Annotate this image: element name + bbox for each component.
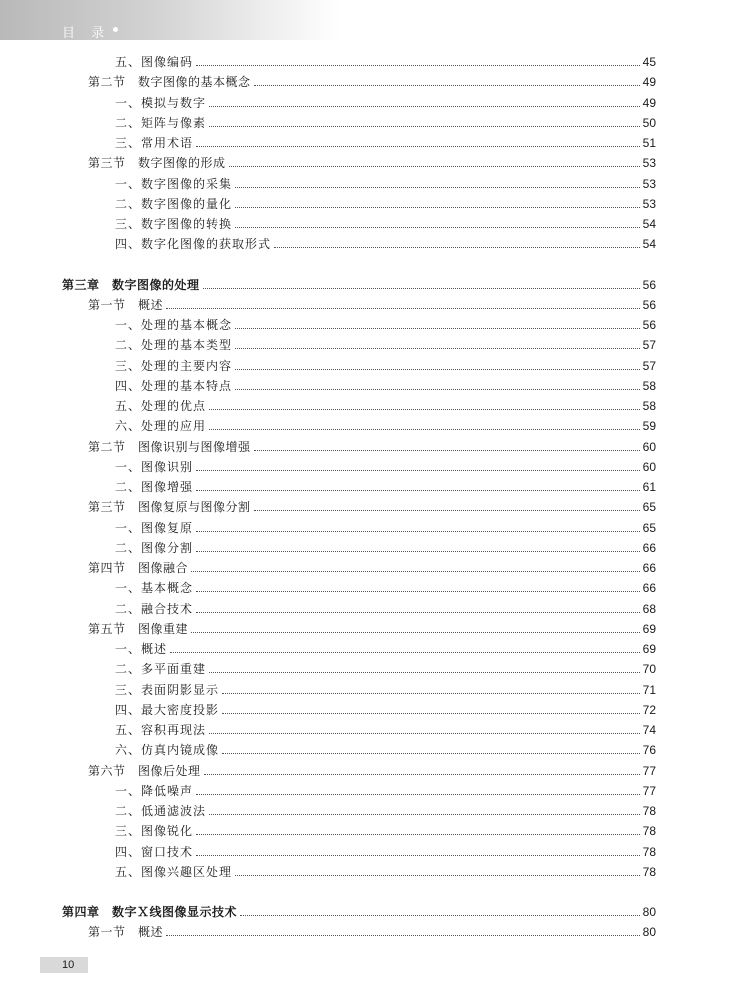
dot-leader xyxy=(235,316,640,329)
dot-leader xyxy=(191,620,640,633)
dot-leader xyxy=(209,94,640,107)
toc-entry-page: 70 xyxy=(642,662,656,677)
toc-entry-item[interactable] xyxy=(115,680,656,700)
toc-entry-page: 76 xyxy=(642,743,656,758)
toc-entry-title: 四、最大密度投影 xyxy=(115,702,220,717)
toc-entry-page: 69 xyxy=(642,621,656,636)
toc-entry-title: 二、处理的基本类型 xyxy=(115,338,233,353)
dot-leader xyxy=(203,276,640,289)
toc-entry-item[interactable] xyxy=(115,578,656,598)
toc-entry-title: 二、图像增强 xyxy=(115,480,194,494)
toc-entry-section[interactable] xyxy=(88,761,656,781)
toc-entry-page: 66 xyxy=(642,540,656,555)
toc-entry-item[interactable] xyxy=(115,376,656,396)
dot-leader xyxy=(196,782,640,795)
dot-leader xyxy=(196,458,640,471)
toc-entry-item[interactable] xyxy=(115,315,656,335)
toc-entry-item[interactable] xyxy=(115,740,656,760)
toc-entry-item[interactable] xyxy=(115,335,656,355)
toc-entry-page: 77 xyxy=(642,763,656,778)
dot-leader xyxy=(222,741,640,754)
toc-entry-title: 五、容积再现法 xyxy=(115,723,207,737)
dot-leader xyxy=(196,519,640,532)
toc-entry-title: 三、常用术语 xyxy=(115,136,194,150)
toc-entry-section[interactable] xyxy=(88,558,656,578)
toc-entry-title: 第一节 概述 xyxy=(88,925,164,940)
toc-entry-chapter[interactable] xyxy=(62,902,656,922)
toc-entry-page: 78 xyxy=(642,864,656,879)
dot-leader xyxy=(196,822,640,835)
toc-entry-title: 三、表面阴影显示 xyxy=(115,682,220,697)
toc-entry-title: 一、图像复原 xyxy=(115,520,194,535)
toc-entry-item[interactable] xyxy=(115,93,656,113)
dot-leader xyxy=(204,762,640,775)
toc-entry-page: 78 xyxy=(642,844,656,859)
toc-entry-title: 五、图像编码 xyxy=(115,55,194,69)
toc-entry-section[interactable] xyxy=(88,295,656,315)
toc-entry-page: 80 xyxy=(642,905,656,919)
dot-leader xyxy=(196,600,640,613)
dot-leader xyxy=(235,377,640,390)
toc-entry-item[interactable] xyxy=(115,700,656,720)
toc-entry-title: 第二节 图像识别与图像增强 xyxy=(88,439,251,454)
toc-entry-section[interactable] xyxy=(88,619,656,639)
toc-entry-item[interactable] xyxy=(115,396,656,416)
toc-entry-title: 第四章 数字Ｘ线图像显示技术 xyxy=(62,905,238,919)
dot-leader xyxy=(209,114,640,127)
toc-entry-page: 53 xyxy=(642,176,656,191)
toc-entry-item[interactable] xyxy=(115,518,656,538)
dot-leader xyxy=(196,579,640,592)
toc-entry-page: 54 xyxy=(642,217,656,231)
toc-entry-page: 53 xyxy=(642,156,656,171)
toc-entry-title: 第四节 图像融合 xyxy=(88,561,189,575)
toc-entry-page: 57 xyxy=(642,358,656,373)
toc-entry-item[interactable] xyxy=(115,52,656,72)
toc-entry-item[interactable] xyxy=(115,356,656,376)
dot-leader xyxy=(222,701,640,714)
toc-entry-item[interactable] xyxy=(115,214,656,234)
dot-leader xyxy=(254,438,640,451)
dot-leader xyxy=(166,923,640,936)
toc-entry-title: 第二节 数字图像的基本概念 xyxy=(88,75,251,90)
toc-entry-section[interactable] xyxy=(88,922,656,942)
toc-entry-title: 一、图像识别 xyxy=(115,459,194,474)
dot-leader xyxy=(166,296,640,309)
dot-leader xyxy=(235,336,640,349)
toc-entry-title: 二、图像分割 xyxy=(115,540,194,555)
toc-entry-item[interactable] xyxy=(115,842,656,862)
dot-leader xyxy=(196,843,640,856)
toc-entry-title: 一、处理的基本概念 xyxy=(115,318,233,332)
toc-entry-section[interactable] xyxy=(88,153,656,173)
dot-leader xyxy=(209,397,640,410)
toc-entry-page: 66 xyxy=(642,581,656,596)
toc-entry-title: 二、融合技术 xyxy=(115,601,194,616)
toc-entry-item[interactable] xyxy=(115,194,656,214)
toc-entry-item[interactable] xyxy=(115,599,656,619)
toc-entry-title: 四、数字化图像的获取形式 xyxy=(115,237,272,252)
toc-entry-title: 第一节 概述 xyxy=(88,297,164,312)
toc-entry-title: 第五节 图像重建 xyxy=(88,621,189,636)
header-label: 目 录 xyxy=(62,26,111,41)
toc-entry-page: 50 xyxy=(642,115,656,130)
dot-leader xyxy=(229,154,640,167)
toc-entry-section[interactable] xyxy=(88,437,656,457)
toc-entry-page: 57 xyxy=(642,338,656,353)
dot-leader xyxy=(196,539,640,552)
dot-leader xyxy=(196,478,640,491)
toc-entry-page: 58 xyxy=(642,399,656,413)
toc-entry-title: 一、概述 xyxy=(115,642,168,656)
toc-entry-page: 65 xyxy=(642,500,656,515)
dot-leader xyxy=(254,498,640,511)
toc-entry-title: 六、处理的应用 xyxy=(115,419,207,434)
header-dot-icon xyxy=(113,27,118,32)
toc-entry-title: 五、图像兴趣区处理 xyxy=(115,864,233,879)
toc-entry-title: 第三节 图像复原与图像分割 xyxy=(88,500,251,515)
toc-entry-title: 一、模拟与数字 xyxy=(115,95,207,110)
toc-entry-item[interactable] xyxy=(115,781,656,801)
toc-entry-page: 45 xyxy=(642,55,656,69)
toc-entry-page: 78 xyxy=(642,824,656,839)
toc-entry-title: 五、处理的优点 xyxy=(115,399,207,413)
toc-entry-title: 三、处理的主要内容 xyxy=(115,358,233,373)
toc-entry-item[interactable] xyxy=(115,457,656,477)
toc-entry-title: 六、仿真内镜成像 xyxy=(115,743,220,758)
toc-entry-item[interactable] xyxy=(115,659,656,679)
toc-entry-chapter[interactable] xyxy=(62,275,656,295)
toc-entry-page: 66 xyxy=(642,561,656,575)
dot-leader xyxy=(235,175,640,188)
toc-entry-title: 二、数字图像的量化 xyxy=(115,196,233,211)
toc-entry-item[interactable] xyxy=(115,133,656,153)
dot-leader xyxy=(191,559,640,572)
toc-entry-title: 三、图像锐化 xyxy=(115,824,194,839)
toc-entry-page: 69 xyxy=(642,642,656,656)
toc-entry-item[interactable] xyxy=(115,174,656,194)
toc-entry-title: 一、降低噪声 xyxy=(115,783,194,798)
toc-entry-page: 56 xyxy=(642,318,656,332)
footer-page-number: 10 xyxy=(62,959,75,971)
toc-entry-page: 71 xyxy=(642,682,656,697)
toc-entry-title: 二、矩阵与像素 xyxy=(115,115,207,130)
dot-leader xyxy=(254,73,640,86)
toc-entry-section[interactable] xyxy=(88,497,656,517)
toc-entry-item[interactable] xyxy=(115,639,656,659)
dot-leader xyxy=(196,53,640,66)
dot-leader xyxy=(209,417,640,430)
toc-entry-page: 68 xyxy=(642,601,656,616)
toc-entry-page: 51 xyxy=(642,136,656,150)
toc-entry-item[interactable] xyxy=(115,477,656,497)
dot-leader xyxy=(274,235,640,248)
toc-entry-title: 一、基本概念 xyxy=(115,581,194,596)
toc-entry-item[interactable] xyxy=(115,821,656,841)
dot-leader xyxy=(170,640,640,653)
toc-entry-page: 77 xyxy=(642,783,656,798)
toc-entry-title: 四、处理的基本特点 xyxy=(115,378,233,393)
header-bar xyxy=(0,0,340,40)
toc-entry-page: 60 xyxy=(642,439,656,454)
toc-entry-page: 72 xyxy=(642,702,656,717)
dot-leader xyxy=(209,802,640,815)
toc-entry-page: 74 xyxy=(642,723,656,737)
toc-entry-page: 59 xyxy=(642,419,656,434)
toc-entry-title: 第三章 数字图像的处理 xyxy=(62,277,200,292)
dot-leader xyxy=(235,195,640,208)
toc-entry-page: 78 xyxy=(642,804,656,818)
toc-entry-page: 61 xyxy=(642,480,656,494)
toc-entry-title: 二、多平面重建 xyxy=(115,662,207,677)
dot-leader xyxy=(235,357,640,370)
toc-entry-item[interactable] xyxy=(115,862,656,882)
dot-leader xyxy=(240,903,640,916)
toc-entry-page: 60 xyxy=(642,459,656,474)
dot-leader xyxy=(235,863,640,876)
toc-entry-page: 53 xyxy=(642,196,656,211)
toc-entry-title: 二、低通滤波法 xyxy=(115,804,207,818)
toc-entry-page: 56 xyxy=(642,297,656,312)
toc-entry-item[interactable] xyxy=(115,234,656,254)
dot-leader xyxy=(209,721,640,734)
dot-leader xyxy=(196,134,640,147)
toc-entry-title: 第三节 数字图像的形成 xyxy=(88,156,226,171)
toc-entry-title: 三、数字图像的转换 xyxy=(115,217,233,231)
toc-entry-title: 一、数字图像的采集 xyxy=(115,176,233,191)
toc-entry-page: 58 xyxy=(642,378,656,393)
dot-leader xyxy=(222,681,640,694)
dot-leader xyxy=(209,660,640,673)
toc-entry-item[interactable] xyxy=(115,720,656,740)
toc-entry-page: 80 xyxy=(642,925,656,940)
toc-entry-page: 65 xyxy=(642,520,656,535)
toc-entry-section[interactable] xyxy=(88,72,656,92)
dot-leader xyxy=(235,215,640,228)
toc-entry-item[interactable] xyxy=(115,113,656,133)
toc-entry-page: 49 xyxy=(642,75,656,90)
toc-entry-item[interactable] xyxy=(115,801,656,821)
toc-entry-page: 49 xyxy=(642,95,656,110)
toc-entry-item[interactable] xyxy=(115,538,656,558)
toc-entry-item[interactable] xyxy=(115,416,656,436)
toc-entry-title: 第六节 图像后处理 xyxy=(88,763,201,778)
toc-entry-page: 54 xyxy=(642,237,656,252)
toc-entry-title: 四、窗口技术 xyxy=(115,844,194,859)
toc-entry-page: 56 xyxy=(642,277,656,292)
